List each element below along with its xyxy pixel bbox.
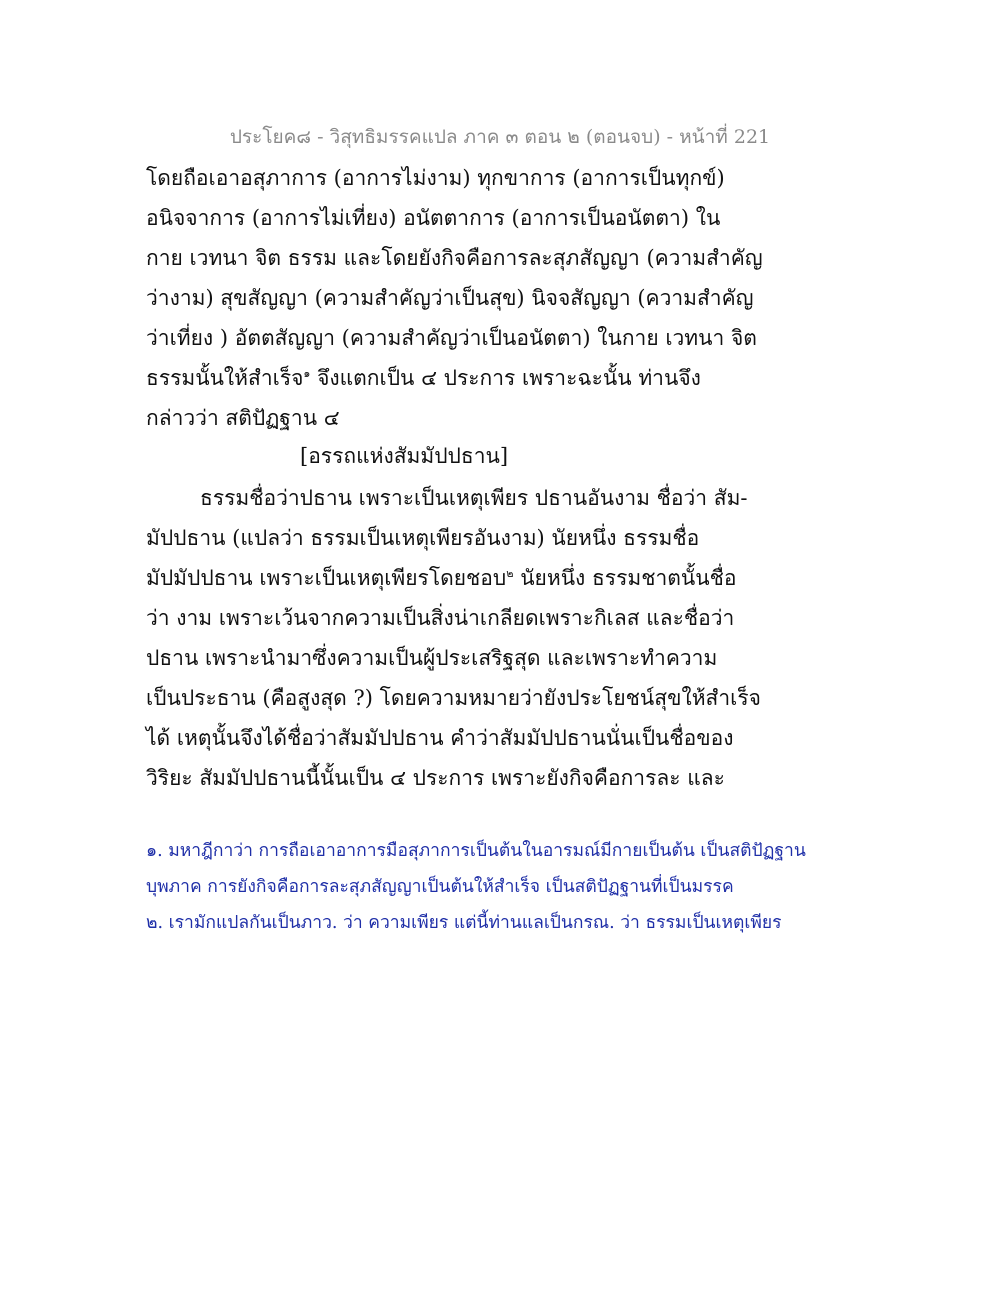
body-line-8: ธรรมชื่อว่าปธาน เพราะเป็นเหตุเพียร ปธานอันงาม ชื่อว่า สัม- — [200, 486, 748, 510]
body-line-10 — [146, 562, 736, 595]
body-line-11: ว่า งาม เพราะเว้นจากความเป็นสิ่งน่าเกลียดเพราะกิเลส และชื่อว่า — [146, 606, 735, 630]
section-heading: [อรรถแห่งสัมมัปปธาน] — [300, 444, 509, 468]
body-line-12: ปธาน เพราะนำมาซึ่งความเป็นผู้ประเสริฐสุด และเพราะทำความ — [146, 646, 718, 670]
body-line-15: วิริยะ สัมมัปปธานนี้นั้นเป็น ๔ ประการ เพราะยังกิจคือการละ และ — [146, 766, 725, 790]
body-line-6a: ธรรมนั้นให้สำเร็จ — [146, 366, 304, 390]
page-header: ประโยค๘ - วิสุทธิมรรคแปล ภาค ๓ ตอน ๒ (ตอนจบ) - หน้าที่ 221 — [229, 126, 771, 148]
body-line-7: กล่าวว่า สติปัฏฐาน ๔ — [146, 406, 340, 430]
footnote-2-line-1: ๒. เรามักแปลกันเป็นภาว. ว่า ความเพียร แต่นี้ท่านแลเป็นกรณ. ว่า ธรรมเป็นเหตุเพียร — [146, 913, 782, 933]
body-line-4: ว่างาม) สุขสัญญา (ความสำคัญว่าเป็นสุข) นิจจสัญญา (ความสำคัญ — [146, 286, 754, 310]
body-line-1: โดยถือเอาอสุภาการ (อาการไม่งาม) ทุกขาการ (อาการเป็นทุกข์) — [146, 166, 725, 190]
body-line-6 — [146, 362, 701, 395]
body-line-10b: นัยหนึ่ง ธรรมชาตนั้นชื่อ — [520, 566, 737, 590]
footnote-ref-2: ๒ — [506, 567, 514, 580]
footnote-ref-1: ๑ — [303, 367, 311, 380]
body-line-13: เป็นประธาน (คือสูงสุด ?) โดยความหมายว่ายังประโยชน์สุขให้สำเร็จ — [146, 686, 761, 710]
body-line-10a: มัปมัปปธาน เพราะเป็นเหตุเพียรโดยชอบ — [146, 566, 507, 590]
body-line-14: ได้ เหตุนั้นจึงได้ชื่อว่าสัมมัปปธาน คำว่าสัมมัปปธานนั่นเป็นชื่อของ — [146, 726, 734, 750]
body-line-2: อนิจจาการ (อาการไม่เที่ยง) อนัตตาการ (อาการเป็นอนัตตา) ใน — [146, 206, 721, 230]
body-line-5: ว่าเที่ยง ) อัตตสัญญา (ความสำคัญว่าเป็นอนัตตา) ในกาย เวทนา จิต — [146, 326, 757, 350]
body-line-3: กาย เวทนา จิต ธรรม และโดยยังกิจคือการละสุภสัญญา (ความสำคัญ — [146, 246, 763, 270]
body-line-9: มัปปธาน (แปลว่า ธรรมเป็นเหตุเพียรอันงาม) นัยหนึ่ง ธรรมชื่อ — [146, 526, 700, 550]
footnote-1-line-1: ๑. มหาฎีกาว่า การถือเอาอาการมือสุภาการเป็นต้นในอารมณ์มีกายเป็นต้น เป็นสติปัฏฐาน — [146, 841, 806, 861]
body-line-6b: จึงแตกเป็น ๔ ประการ เพราะฉะนั้น ท่านจึง — [317, 366, 701, 390]
footnote-1-line-2: บุพภาค การยังกิจคือการละสุภสัญญาเป็นต้นให้สำเร็จ เป็นสติปัฏฐานที่เป็นมรรค — [146, 877, 734, 897]
